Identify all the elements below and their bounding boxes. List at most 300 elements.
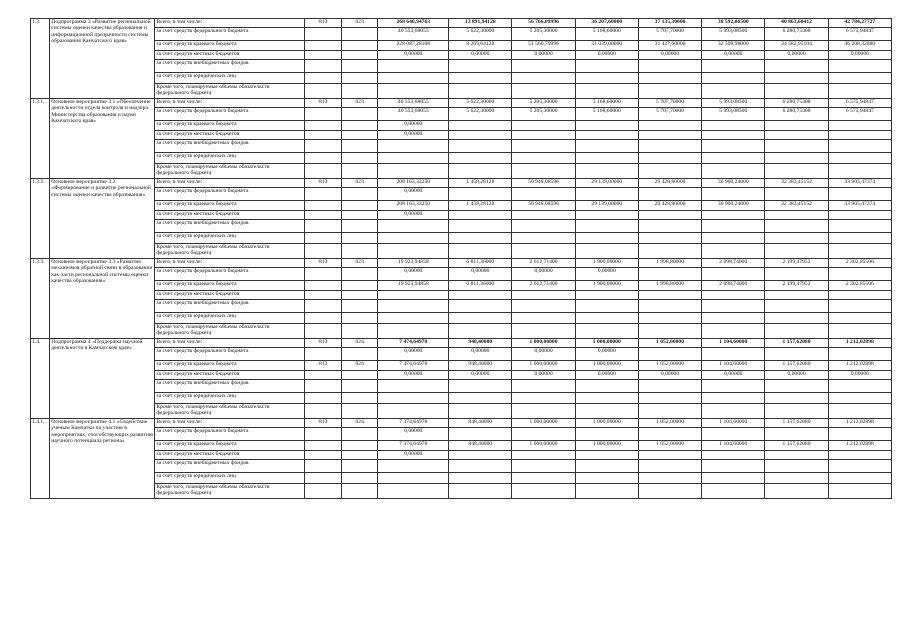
budget-code-grbs: 813 xyxy=(305,339,341,348)
table-row xyxy=(31,121,892,131)
budget-code-program xyxy=(341,121,377,131)
funding-source: Всего, в том числе: xyxy=(155,339,305,348)
amount-cell: 2 612,71400 xyxy=(512,259,575,268)
amount-cell: 5 205,30000 xyxy=(512,108,575,121)
funding-source: Кроме того, планируемые объемы обязательств федерального бюджета xyxy=(155,484,305,499)
budget-code-grbs: 813 xyxy=(305,419,341,428)
amount-cell: 37 135,30000 xyxy=(638,19,701,28)
amount-cell xyxy=(378,324,449,339)
amount-cell: 5 707,70000 xyxy=(638,28,701,41)
budget-code-program: 024 xyxy=(341,339,377,348)
table-row xyxy=(31,84,892,99)
funding-source: за счет средств внебюджетных фондов xyxy=(155,380,305,393)
amount-cell: 0,00000 xyxy=(512,51,575,60)
amount-cell xyxy=(765,348,828,361)
amount-cell xyxy=(512,233,575,244)
amount-cell: 2 612,71400 xyxy=(512,281,575,291)
amount-cell: 6 575,94847 xyxy=(828,99,891,108)
amount-cell xyxy=(575,188,638,201)
amount-cell xyxy=(378,460,449,473)
amount-cell xyxy=(378,153,449,164)
amount-cell xyxy=(638,188,701,201)
amount-cell xyxy=(512,188,575,201)
budget-code-grbs xyxy=(305,460,341,473)
amount-cell xyxy=(449,300,512,313)
table-row xyxy=(31,404,892,419)
amount-cell: 5 622,30000 xyxy=(449,108,512,121)
budget-code-grbs xyxy=(305,84,341,99)
budget-code-program xyxy=(341,348,377,361)
table-row xyxy=(31,451,892,460)
amount-cell: 0,00000 xyxy=(378,188,449,201)
amount-cell xyxy=(828,60,891,73)
amount-cell xyxy=(449,313,512,324)
amount-cell xyxy=(828,211,891,220)
amount-cell: 0,00000 xyxy=(378,428,449,441)
table-row xyxy=(31,313,892,324)
amount-cell xyxy=(378,220,449,233)
amount-cell: 0,00000 xyxy=(378,268,449,281)
amount-cell xyxy=(378,380,449,393)
amount-cell: 948,40000 xyxy=(449,361,512,371)
amount-cell: 1 900,00000 xyxy=(575,281,638,291)
funding-source: за счет средств краевого бюджета xyxy=(155,441,305,451)
amount-cell: 1 104,60000 xyxy=(702,441,765,451)
funding-source: Всего, в том числе: xyxy=(155,259,305,268)
amount-cell: 2 199,47952 xyxy=(765,281,828,291)
funding-source: за счет средств юридических лиц xyxy=(155,473,305,484)
amount-cell xyxy=(449,451,512,460)
amount-cell: 29 139,00000 xyxy=(575,201,638,211)
budget-code-grbs xyxy=(305,348,341,361)
amount-cell: 2 302,85506 xyxy=(828,259,891,268)
amount-cell xyxy=(765,60,828,73)
amount-cell: 5 168,60000 xyxy=(575,99,638,108)
program-title: Подпрограмма 4 «Поддержка научной деятельности в Камчатском крае» xyxy=(50,339,155,419)
funding-source: Кроме того, планируемые объемы обязательств федерального бюджета xyxy=(155,84,305,99)
funding-source: за счет средств юридических лиц xyxy=(155,393,305,404)
amount-cell xyxy=(765,188,828,201)
amount-cell xyxy=(638,451,701,460)
amount-cell xyxy=(512,451,575,460)
amount-cell xyxy=(638,291,701,300)
amount-cell: 7 374,64978 xyxy=(378,419,449,428)
funding-source: Всего, в том числе: xyxy=(155,99,305,108)
budget-code-program xyxy=(341,201,377,211)
amount-cell: 36 207,60000 xyxy=(575,19,638,28)
amount-cell: 31 427,60000 xyxy=(638,41,701,51)
amount-cell xyxy=(575,244,638,259)
amount-cell xyxy=(638,153,701,164)
amount-cell: 56 766,09996 xyxy=(512,19,575,28)
amount-cell xyxy=(765,404,828,419)
amount-cell xyxy=(638,60,701,73)
amount-cell xyxy=(765,473,828,484)
amount-cell xyxy=(702,291,765,300)
amount-cell: 7 474,64978 xyxy=(378,339,449,348)
amount-cell xyxy=(638,121,701,131)
amount-cell: 0,00000 xyxy=(378,348,449,361)
budget-code-grbs xyxy=(305,28,341,41)
budget-code-grbs xyxy=(305,371,341,380)
amount-cell: 33 905,47374 xyxy=(828,179,891,188)
amount-cell: 51 560,79996 xyxy=(512,41,575,51)
amount-cell: 0,00000 xyxy=(702,371,765,380)
amount-cell xyxy=(512,164,575,179)
amount-cell xyxy=(378,484,449,499)
amount-cell xyxy=(575,153,638,164)
amount-cell: 6 575,94847 xyxy=(828,28,891,41)
amount-cell: 5 993,08500 xyxy=(702,28,765,41)
amount-cell: 1 000,00000 xyxy=(575,339,638,348)
amount-cell xyxy=(575,84,638,99)
amount-cell: 33 905,47374 xyxy=(828,201,891,211)
budget-code-grbs xyxy=(305,380,341,393)
amount-cell xyxy=(575,380,638,393)
amount-cell xyxy=(765,131,828,140)
amount-cell: 1 000,00000 xyxy=(575,419,638,428)
amount-cell xyxy=(765,140,828,153)
table-row xyxy=(31,371,892,380)
table-row xyxy=(31,460,892,473)
amount-cell xyxy=(702,140,765,153)
amount-cell: 848,40000 xyxy=(449,419,512,428)
amount-cell xyxy=(638,268,701,281)
amount-cell: 29 139,00000 xyxy=(575,179,638,188)
budget-code-program xyxy=(341,140,377,153)
amount-cell xyxy=(765,460,828,473)
amount-cell: 7 374,64978 xyxy=(378,441,449,451)
amount-cell xyxy=(702,313,765,324)
amount-cell xyxy=(512,380,575,393)
budget-code-grbs xyxy=(305,140,341,153)
amount-cell: 1 212,02898 xyxy=(828,339,891,348)
amount-cell: 5 168,60000 xyxy=(575,28,638,41)
funding-source: за счет средств юридических лиц xyxy=(155,153,305,164)
item-number: 1.4.1. xyxy=(31,419,50,499)
amount-cell: 0,00000 xyxy=(828,51,891,60)
funding-source: за счет средств краевого бюджета xyxy=(155,361,305,371)
budget-code-program: 023 xyxy=(341,259,377,268)
amount-cell xyxy=(575,404,638,419)
funding-source: Кроме того, планируемые объемы обязательств федерального бюджета xyxy=(155,404,305,419)
budget-code-program xyxy=(341,211,377,220)
table-row xyxy=(31,380,892,393)
amount-cell xyxy=(828,164,891,179)
amount-cell xyxy=(765,428,828,441)
amount-cell xyxy=(702,60,765,73)
amount-cell xyxy=(702,244,765,259)
amount-cell: 1 458,28128 xyxy=(449,179,512,188)
budget-code-grbs xyxy=(305,220,341,233)
amount-cell xyxy=(575,121,638,131)
budget-code-program xyxy=(341,291,377,300)
amount-cell xyxy=(449,393,512,404)
amount-cell: 0,00000 xyxy=(378,211,449,220)
amount-cell xyxy=(765,121,828,131)
amount-cell xyxy=(449,121,512,131)
funding-source: за счет средств федерального бюджета xyxy=(155,28,305,41)
amount-cell: 29 428,80000 xyxy=(638,201,701,211)
amount-cell xyxy=(378,404,449,419)
amount-cell xyxy=(378,291,449,300)
amount-cell: 5 707,70000 xyxy=(638,108,701,121)
funding-source: Кроме того, планируемые объемы обязательств федерального бюджета xyxy=(155,324,305,339)
table-row xyxy=(31,73,892,84)
budget-code-grbs xyxy=(305,41,341,51)
amount-cell: 40 553,68055 xyxy=(378,108,449,121)
funding-source: за счет средств внебюджетных фондов xyxy=(155,300,305,313)
amount-cell xyxy=(828,188,891,201)
table-row xyxy=(31,281,892,291)
amount-cell: 0,00000 xyxy=(702,51,765,60)
table-row xyxy=(31,244,892,259)
amount-cell xyxy=(378,140,449,153)
amount-cell: 31 039,00000 xyxy=(575,41,638,51)
table-row xyxy=(31,131,892,140)
amount-cell: 8 269,64128 xyxy=(449,41,512,51)
amount-cell: 1 998,80000 xyxy=(638,259,701,268)
amount-cell xyxy=(575,451,638,460)
amount-cell xyxy=(702,268,765,281)
amount-cell xyxy=(575,164,638,179)
funding-source: за счет средств федерального бюджета xyxy=(155,348,305,361)
funding-source: Всего, в том числе: xyxy=(155,179,305,188)
table-row xyxy=(31,268,892,281)
amount-cell: 1 000,00000 xyxy=(512,361,575,371)
table-row xyxy=(31,441,892,451)
amount-cell xyxy=(512,300,575,313)
amount-cell xyxy=(449,380,512,393)
amount-cell xyxy=(638,393,701,404)
budget-code-program: 023 xyxy=(341,179,377,188)
item-number: 1.3.1. xyxy=(31,99,50,179)
budget-code-grbs xyxy=(305,73,341,84)
amount-cell xyxy=(575,73,638,84)
table-row xyxy=(31,428,892,441)
amount-cell xyxy=(765,268,828,281)
budget-code-program xyxy=(341,51,377,60)
table-row xyxy=(31,19,892,28)
table-row xyxy=(31,99,892,108)
amount-cell: 0,00000 xyxy=(378,371,449,380)
amount-cell: 2 302,85506 xyxy=(828,281,891,291)
amount-cell: 38 592,06500 xyxy=(702,19,765,28)
amount-cell xyxy=(575,220,638,233)
table-row xyxy=(31,324,892,339)
amount-cell xyxy=(512,60,575,73)
amount-cell xyxy=(702,348,765,361)
budget-code-grbs xyxy=(305,268,341,281)
amount-cell: 1 000,00000 xyxy=(575,361,638,371)
amount-cell xyxy=(449,153,512,164)
amount-cell xyxy=(575,428,638,441)
amount-cell xyxy=(828,121,891,131)
amount-cell xyxy=(449,211,512,220)
program-title: Основное мероприятие 3.3 «Развитие механизмов обратной связи в образовании как части региональной системы оценки качества образования» xyxy=(50,259,155,339)
budget-code-program: 023 xyxy=(341,99,377,108)
table-row xyxy=(31,361,892,371)
amount-cell xyxy=(828,153,891,164)
budget-code-grbs xyxy=(305,233,341,244)
budget-code-program: 024 xyxy=(341,419,377,428)
amount-cell: 0,00000 xyxy=(512,348,575,361)
table-row xyxy=(31,484,892,499)
table-row xyxy=(31,153,892,164)
amount-cell xyxy=(638,380,701,393)
amount-cell xyxy=(512,313,575,324)
amount-cell xyxy=(512,153,575,164)
amount-cell: 32 383,45152 xyxy=(765,179,828,188)
amount-cell xyxy=(449,291,512,300)
funding-source: за счет средств краевого бюджета xyxy=(155,41,305,51)
amount-cell xyxy=(575,473,638,484)
table-row xyxy=(31,291,892,300)
table-row xyxy=(31,60,892,73)
table-row xyxy=(31,419,892,428)
amount-cell: 0,00000 xyxy=(638,371,701,380)
budget-code-grbs xyxy=(305,451,341,460)
amount-cell xyxy=(638,484,701,499)
amount-cell xyxy=(575,484,638,499)
amount-cell: 0,00000 xyxy=(512,268,575,281)
amount-cell: 7 474,64978 xyxy=(378,361,449,371)
amount-cell: 5 622,30000 xyxy=(449,28,512,41)
table-row xyxy=(31,393,892,404)
amount-cell xyxy=(828,268,891,281)
amount-cell xyxy=(765,244,828,259)
amount-cell: 0,00000 xyxy=(765,371,828,380)
amount-cell: 2 199,47952 xyxy=(765,259,828,268)
amount-cell xyxy=(512,460,575,473)
amount-cell: 32 383,45152 xyxy=(765,201,828,211)
amount-cell xyxy=(378,244,449,259)
amount-cell: 0,00000 xyxy=(449,348,512,361)
amount-cell: 1 998,80000 xyxy=(638,281,701,291)
table-row xyxy=(31,201,892,211)
amount-cell xyxy=(828,484,891,499)
funding-source: за счет средств местных бюджетов xyxy=(155,51,305,60)
amount-cell xyxy=(575,131,638,140)
budget-code-grbs xyxy=(305,201,341,211)
amount-cell xyxy=(638,324,701,339)
amount-cell xyxy=(512,140,575,153)
budget-code-program xyxy=(341,28,377,41)
amount-cell xyxy=(765,73,828,84)
amount-cell xyxy=(828,380,891,393)
amount-cell: 1 052,00000 xyxy=(638,441,701,451)
amount-cell xyxy=(828,428,891,441)
budget-code-program xyxy=(341,313,377,324)
amount-cell xyxy=(575,460,638,473)
amount-cell: 208 163,33250 xyxy=(378,201,449,211)
amount-cell: 50 948,08596 xyxy=(512,179,575,188)
amount-cell xyxy=(449,73,512,84)
budget-code-grbs xyxy=(305,428,341,441)
amount-cell xyxy=(638,404,701,419)
budget-code-grbs xyxy=(305,281,341,291)
budget-code-program xyxy=(341,73,377,84)
budget-code-program xyxy=(341,300,377,313)
amount-cell: 0,00000 xyxy=(765,51,828,60)
funding-source: за счет средств федерального бюджета xyxy=(155,108,305,121)
amount-cell xyxy=(702,220,765,233)
amount-cell: 228 087,28108 xyxy=(378,41,449,51)
amount-cell: 1 458,28128 xyxy=(449,201,512,211)
amount-cell xyxy=(702,460,765,473)
amount-cell xyxy=(575,140,638,153)
amount-cell xyxy=(828,84,891,99)
table-row xyxy=(31,220,892,233)
funding-source: за счет средств федерального бюджета xyxy=(155,428,305,441)
amount-cell: 1 000,00000 xyxy=(512,419,575,428)
amount-cell xyxy=(828,393,891,404)
amount-cell xyxy=(449,484,512,499)
budget-code-grbs xyxy=(305,484,341,499)
table-row xyxy=(31,179,892,188)
amount-cell xyxy=(575,233,638,244)
amount-cell xyxy=(512,220,575,233)
amount-cell xyxy=(702,300,765,313)
amount-cell xyxy=(512,121,575,131)
budget-code-grbs xyxy=(305,164,341,179)
amount-cell xyxy=(638,73,701,84)
amount-cell: 19 923,94858 xyxy=(378,281,449,291)
table-row xyxy=(31,339,892,348)
amount-cell: 5 993,08500 xyxy=(702,99,765,108)
amount-cell: 13 891,94128 xyxy=(449,19,512,28)
table-row xyxy=(31,211,892,220)
amount-cell xyxy=(828,233,891,244)
amount-cell: 1 104,60000 xyxy=(702,339,765,348)
amount-cell: 0,00000 xyxy=(575,51,638,60)
budget-code-grbs xyxy=(305,131,341,140)
amount-cell: 36 208,32880 xyxy=(828,41,891,51)
amount-cell xyxy=(765,153,828,164)
budget-code-grbs: 813 xyxy=(305,99,341,108)
amount-cell xyxy=(575,291,638,300)
amount-cell xyxy=(638,211,701,220)
funding-source: за счет средств федерального бюджета xyxy=(155,268,305,281)
amount-cell xyxy=(828,460,891,473)
budget-code-program xyxy=(341,393,377,404)
amount-cell xyxy=(765,484,828,499)
amount-cell xyxy=(702,84,765,99)
amount-cell xyxy=(702,484,765,499)
funding-source: за счет средств краевого бюджета xyxy=(155,121,305,131)
amount-cell: 0,00000 xyxy=(575,348,638,361)
budget-code-program xyxy=(341,441,377,451)
budget-code-grbs xyxy=(305,188,341,201)
amount-cell: 1 157,62080 xyxy=(765,441,828,451)
budget-code-grbs xyxy=(305,121,341,131)
budget-code-grbs xyxy=(305,300,341,313)
amount-cell xyxy=(702,73,765,84)
amount-cell xyxy=(512,428,575,441)
amount-cell xyxy=(702,188,765,201)
amount-cell: 29 428,80000 xyxy=(638,179,701,188)
budget-code-program xyxy=(341,281,377,291)
funding-source: за счет средств внебюджетных фондов xyxy=(155,460,305,473)
amount-cell: 6 280,75308 xyxy=(765,28,828,41)
amount-cell: 0,00000 xyxy=(378,131,449,140)
budget-code-grbs xyxy=(305,244,341,259)
amount-cell xyxy=(765,380,828,393)
amount-cell xyxy=(828,140,891,153)
amount-cell: 5 168,60000 xyxy=(575,108,638,121)
budget-code-program xyxy=(341,428,377,441)
amount-cell xyxy=(449,460,512,473)
